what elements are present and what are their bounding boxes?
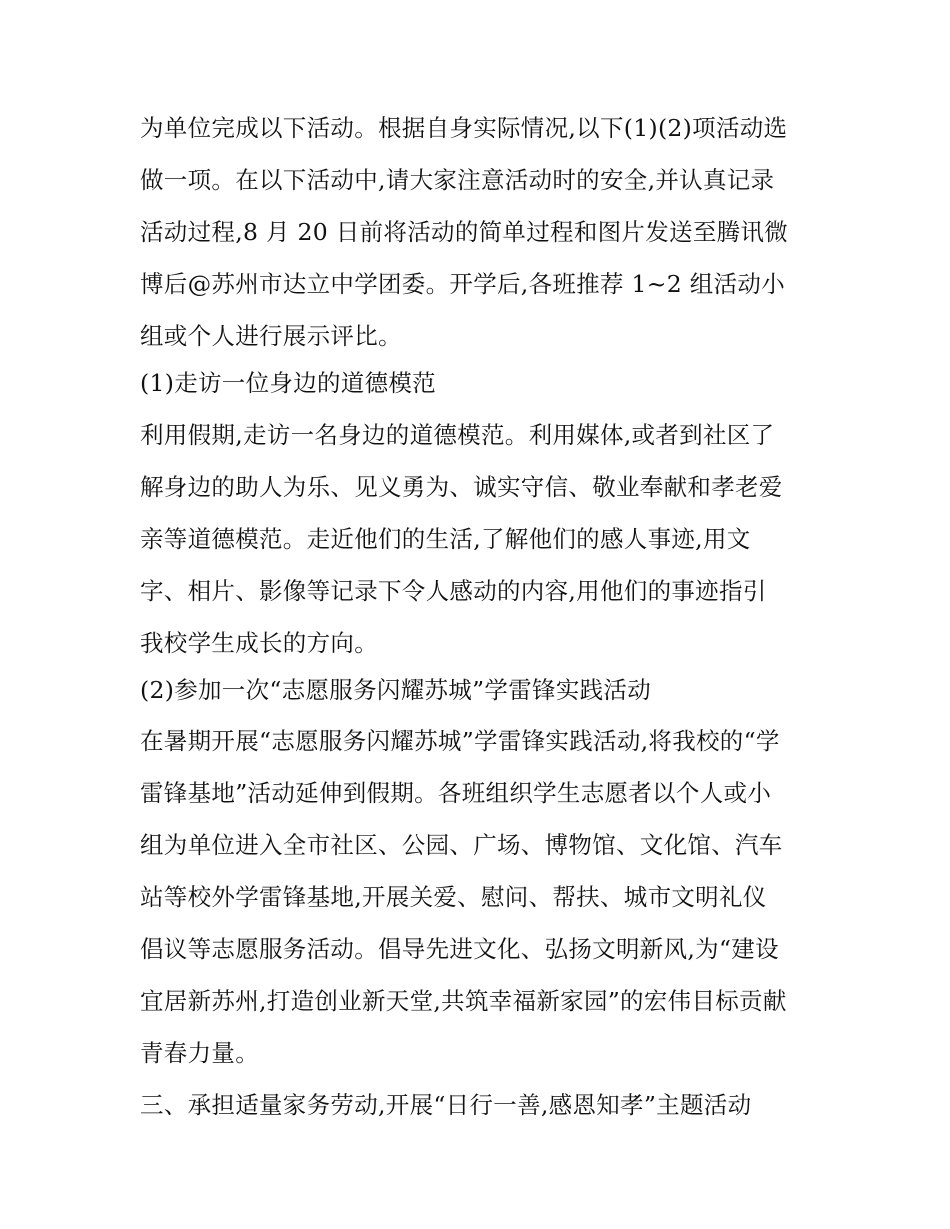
text-line: 宜居新苏州,打造创业新天堂,共筑幸福新家园”的宏伟目标贡献: [140, 987, 787, 1015]
text-line: 活动过程,8 月 20 日前将活动的简单过程和图片发送至腾讯微: [140, 218, 789, 246]
text-line: 为单位完成以下活动。根据自身实际情况,以下(1)(2)项活动选: [140, 114, 788, 142]
text-line: 青春力量。: [140, 1039, 259, 1067]
text-line: 组或个人进行展示评比。: [140, 322, 402, 350]
section-heading-2: (2)参加一次“志愿服务闪耀苏城”学雷锋实践活动: [140, 676, 652, 704]
text-line: 在暑期开展“志愿服务闪耀苏城”学雷锋实践活动,将我校的“学: [140, 727, 780, 755]
text-line: 我校学生成长的方向。: [140, 629, 378, 657]
text-line: 雷锋基地”活动延伸到假期。各班组织学生志愿者以个人或小: [140, 779, 772, 807]
text-line: 亲等道德模范。走近他们的生活,了解他们的感人事迹,用文: [140, 525, 751, 553]
text-line: 博后@苏州市达立中学团委。开学后,各班推荐 1~2 组活动小: [140, 270, 786, 298]
text-line: 解身边的助人为乐、见义勇为、诚实守信、敬业奉献和孝老爱: [140, 473, 783, 501]
section-heading-3: 三、承担适量家务劳动,开展“日行一善,感恩知孝”主题活动: [140, 1091, 752, 1119]
section-heading-1: (1)走访一位身边的道德模范: [140, 369, 436, 397]
text-line: 组为单位进入全市社区、公园、广场、博物馆、文化馆、汽车: [140, 831, 783, 859]
text-line: 倡议等志愿服务活动。倡导先进文化、弘扬文明新风,为“建设: [140, 935, 779, 963]
text-line: 站等校外学雷锋基地,开展关爱、慰问、帮扶、城市文明礼仪: [140, 883, 767, 911]
text-line: 利用假期,走访一名身边的道德模范。利用媒体,或者到社区了: [140, 421, 775, 449]
text-line: 做一项。在以下活动中,请大家注意活动时的安全,并认真记录: [140, 166, 775, 194]
text-line: 字、相片、影像等记录下令人感动的内容,用他们的事迹指引: [140, 577, 767, 605]
